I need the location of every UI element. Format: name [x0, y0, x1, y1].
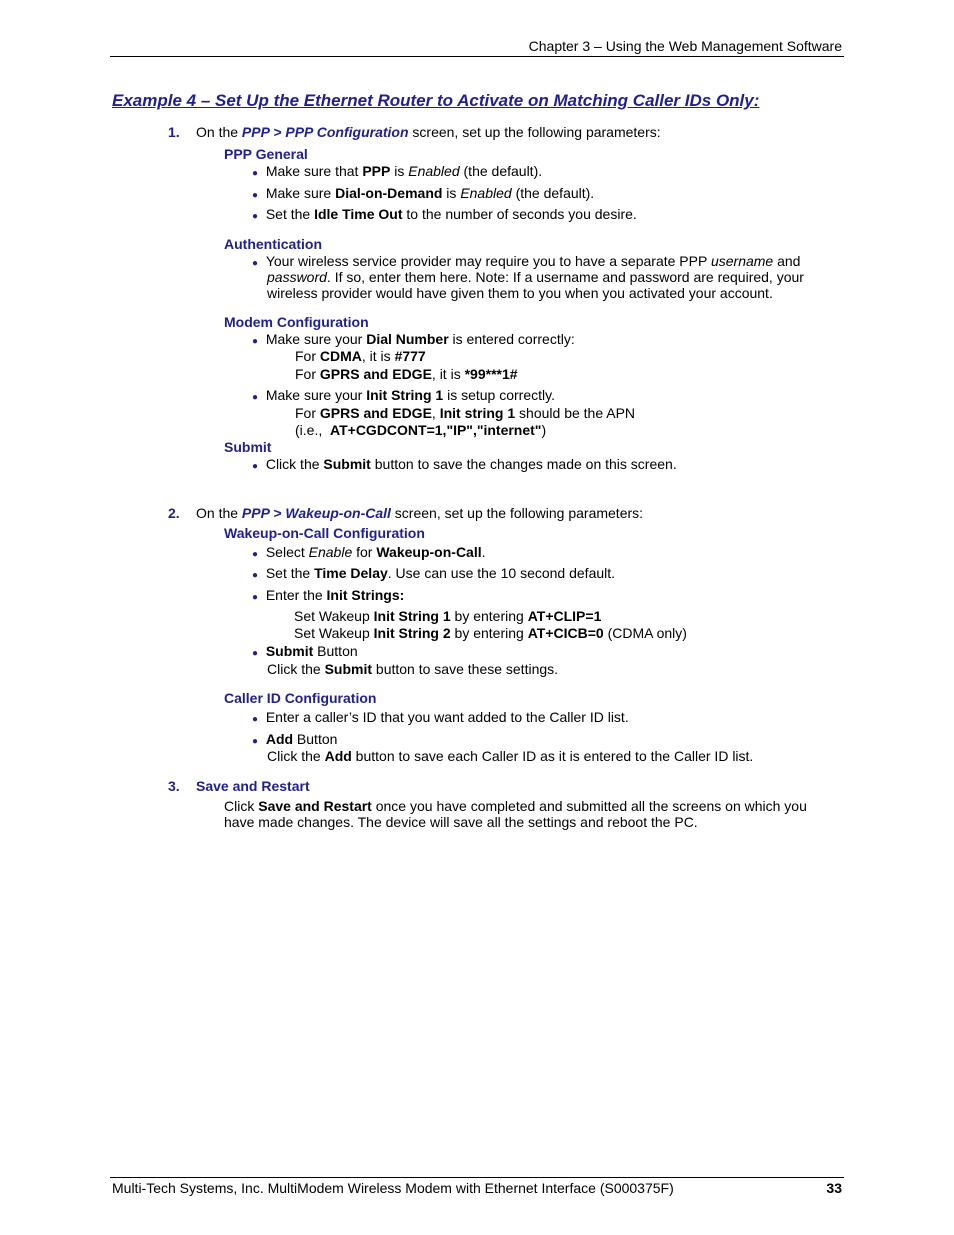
- text: Set Wakeup: [294, 608, 374, 624]
- example-title: Example 4 – Set Up the Ethernet Router to Activate on Matching Caller IDs Only:: [112, 91, 760, 110]
- text: , it is: [361, 348, 395, 364]
- text: (the default).: [459, 163, 543, 179]
- text: Init String 1: [366, 387, 444, 403]
- text: Click the: [267, 661, 325, 677]
- text: for: [352, 544, 377, 560]
- step-1-text: [196, 124, 661, 141]
- text: is setup correctly.: [443, 387, 555, 403]
- section-heading-modem-configuration: Modem Configuration: [224, 314, 369, 330]
- section-heading-save-restart: Save and Restart: [196, 778, 310, 794]
- text: Button: [293, 731, 338, 747]
- footer-rule: [110, 1177, 844, 1178]
- text: Submit: [324, 661, 373, 677]
- text: Enabled: [460, 185, 512, 201]
- text: Make sure your: [265, 387, 367, 403]
- sub-item: [295, 366, 518, 383]
- bullet-icon: ●: [252, 392, 259, 403]
- bullet-icon: ●: [252, 190, 259, 201]
- text: by entering: [450, 625, 528, 641]
- text: Make sure your: [265, 331, 367, 347]
- running-header: Chapter 3 – Using the Web Management Software: [528, 38, 842, 54]
- text: For: [295, 348, 320, 364]
- text: For: [295, 366, 320, 382]
- list-item: [252, 565, 615, 584]
- text: Submit: [323, 456, 371, 472]
- bullet-icon: ●: [252, 549, 259, 560]
- sub-item: [294, 608, 601, 625]
- list-item: [252, 206, 637, 225]
- text: Dial-on-Demand: [335, 185, 443, 201]
- sub-item: [295, 422, 546, 439]
- section-heading-caller-id: Caller ID Configuration: [224, 690, 377, 706]
- text: Set Wakeup: [294, 625, 374, 641]
- text: (CDMA only): [603, 625, 687, 641]
- text: On the: [196, 505, 242, 521]
- list-item-continuation: [267, 661, 558, 678]
- bullet-icon: ●: [252, 736, 259, 747]
- list-item: [252, 163, 542, 182]
- text: AT+CGDCONT=1,"IP","internet": [330, 422, 542, 438]
- text: Init String 2: [373, 625, 451, 641]
- text: Init String 1: [373, 608, 451, 624]
- list-item: [252, 643, 358, 662]
- text: Your wireless service provider may require you to have a separate PPP: [265, 253, 711, 269]
- text: Init Strings:: [326, 587, 405, 603]
- text: is entered correctly:: [448, 331, 575, 347]
- text: screen, set up the following parameters:: [390, 505, 644, 521]
- sub-item: [295, 405, 635, 422]
- text: (i.e.,: [295, 422, 331, 438]
- text: PPP: [362, 163, 391, 179]
- text: Submit: [265, 643, 314, 659]
- step-number: 1.: [168, 124, 180, 140]
- bullet-icon: ●: [252, 258, 259, 269]
- text: Click: [224, 798, 259, 814]
- sub-item: [295, 348, 426, 365]
- screen-path: PPP >: [241, 505, 286, 521]
- bullet-icon: ●: [252, 570, 259, 581]
- bullet-icon: ●: [252, 336, 259, 347]
- text: Init string 1: [439, 405, 516, 421]
- text: Time Delay: [314, 565, 388, 581]
- step-1: [168, 124, 180, 141]
- section-heading-submit: Submit: [224, 439, 272, 455]
- list-item: [252, 544, 486, 563]
- text: is: [390, 163, 409, 179]
- text: Save and Restart: [258, 798, 372, 814]
- text: For: [295, 405, 320, 421]
- text: Add: [265, 731, 294, 747]
- text: Add: [324, 748, 352, 764]
- screen-path: Wakeup-on-Call: [285, 505, 391, 521]
- text: AT+CLIP=1: [527, 608, 602, 624]
- step-3: [168, 778, 180, 795]
- step-2-text: [196, 505, 643, 522]
- footer-text: Multi-Tech Systems, Inc. MultiModem Wireless Modem with Ethernet Interface (S000375F): [112, 1180, 674, 1196]
- text: AT+CICB=0: [527, 625, 604, 641]
- section-heading-ppp-general: PPP General: [224, 146, 308, 162]
- text: Enter a caller’s ID that you want added to the Caller ID list.: [265, 709, 629, 725]
- text: CDMA: [319, 348, 362, 364]
- text: GPRS and EDGE: [319, 366, 432, 382]
- text: screen, set up the following parameters:: [408, 124, 661, 140]
- text: button to save the changes made on this screen.: [370, 456, 677, 472]
- text: Click the: [267, 748, 325, 764]
- list-item-continuation: [267, 269, 804, 286]
- text: Make sure that: [265, 163, 363, 179]
- text: Enable: [308, 544, 353, 560]
- text: Make sure: [265, 185, 336, 201]
- page-number: 33: [826, 1180, 842, 1196]
- header-rule: [110, 56, 844, 57]
- text: ): [541, 422, 547, 438]
- text: should be the APN: [515, 405, 636, 421]
- text: Enabled: [408, 163, 460, 179]
- text: (the default).: [511, 185, 595, 201]
- text: ,: [431, 405, 440, 421]
- text: .: [481, 544, 486, 560]
- list-item: [252, 709, 629, 728]
- text: #777: [394, 348, 426, 364]
- bullet-icon: ●: [252, 648, 259, 659]
- paragraph-line: have made changes. The device will save all the settings and reboot the PC.: [224, 814, 698, 830]
- text: Select: [265, 544, 309, 560]
- text: On the: [196, 124, 242, 140]
- text: by entering: [450, 608, 528, 624]
- sub-item: [294, 625, 687, 642]
- text: *99***1#: [464, 366, 518, 382]
- text: Wakeup-on-Call: [376, 544, 482, 560]
- step-2: [168, 505, 180, 522]
- text: once you have completed and submitted all the screens on which you: [371, 798, 807, 814]
- text: Button: [313, 643, 358, 659]
- text: GPRS and EDGE: [319, 405, 432, 421]
- text: button to save each Caller ID as it is entered to the Caller ID list.: [351, 748, 754, 764]
- bullet-icon: ●: [252, 168, 259, 179]
- list-item: [252, 185, 594, 204]
- list-item: [252, 456, 677, 475]
- step-number: 2.: [168, 505, 180, 521]
- text: Click the: [265, 456, 324, 472]
- step-number: 3.: [168, 778, 180, 794]
- text: , it is: [431, 366, 465, 382]
- text: password: [267, 269, 327, 285]
- bullet-icon: ●: [252, 714, 259, 725]
- text: Idle Time Out: [314, 206, 403, 222]
- text: Set the: [265, 565, 315, 581]
- section-heading-authentication: Authentication: [224, 236, 322, 252]
- text: to the number of seconds you desire.: [402, 206, 637, 222]
- list-item: [252, 387, 555, 406]
- bullet-icon: ●: [252, 211, 259, 222]
- list-item-continuation: [267, 748, 753, 765]
- text: and: [773, 253, 801, 269]
- text: Enter the: [265, 587, 327, 603]
- text: Set the: [265, 206, 315, 222]
- text: . Use can use the 10 second default.: [387, 565, 616, 581]
- text: . If so, enter them here. Note: If a username and password are required, your: [326, 269, 804, 285]
- text: Dial Number: [366, 331, 449, 347]
- screen-path: PPP > PPP Configuration: [241, 124, 409, 140]
- bullet-icon: ●: [252, 461, 259, 472]
- list-item-continuation: wireless provider would have given them to you when you activated your account.: [267, 285, 773, 301]
- bullet-icon: ●: [252, 592, 259, 603]
- text: button to save these settings.: [372, 661, 559, 677]
- list-item: [252, 587, 404, 606]
- text: username: [710, 253, 774, 269]
- text: is: [442, 185, 461, 201]
- section-heading-wakeup-on-call: Wakeup-on-Call Configuration: [224, 525, 425, 541]
- paragraph-line: [224, 798, 807, 815]
